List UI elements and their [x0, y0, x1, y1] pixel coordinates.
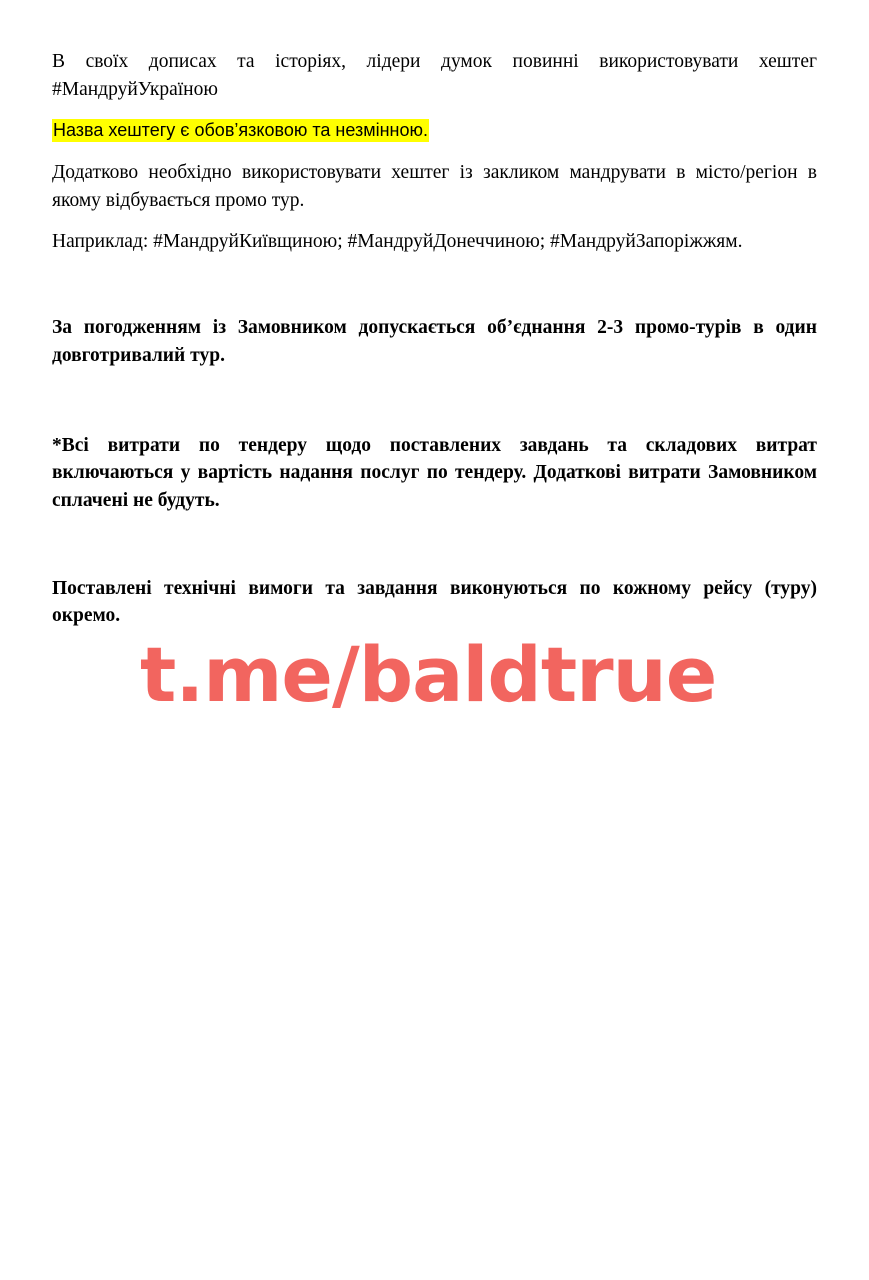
paragraph-spacer [52, 145, 817, 159]
paragraph-tender-costs: *Всі витрати по тендеру щодо поставлених завдань та складових витрат включаються у вартість надання послуг по тендеру. Додаткові витрати Замовником сплачені не будуть. [52, 434, 817, 511]
highlight-mark: Назва хештегу є обов’язковою та незмінною. [53, 120, 428, 141]
paragraph-spacer [52, 103, 817, 117]
document-body [52, 48, 817, 630]
paragraph-spacer [52, 214, 817, 228]
watermark-text: t.me/baldtrue [140, 630, 717, 719]
paragraph-highlighted-note [52, 117, 817, 145]
paragraph-tour-merge: За погодженням із Замовником допускається об’єднання 2-3 промо-турів в один довготривалий тур. [52, 317, 817, 366]
paragraph-hashtag-intro: В своїх дописах та історіях, лідери думок повинні використовувати хештег #МандруйУкраїною [52, 51, 817, 100]
paragraph-spacer [52, 515, 817, 575]
paragraph-spacer [52, 256, 817, 314]
paragraph-spacer [52, 370, 817, 432]
paragraph-hashtag-examples: Наприклад: #МандруйКиївщиною; #МандруйДонеччиною; #МандруйЗапоріжжям. [52, 231, 743, 253]
paragraph-technical-requirements: Поставлені технічні вимоги та завдання виконуються по кожному рейсу (туру) окремо. [52, 577, 817, 627]
paragraph-region-hashtag: Додатково необхідно використовувати хештег із закликом мандрувати в місто/регіон в якому відбувається промо тур. [52, 162, 817, 211]
